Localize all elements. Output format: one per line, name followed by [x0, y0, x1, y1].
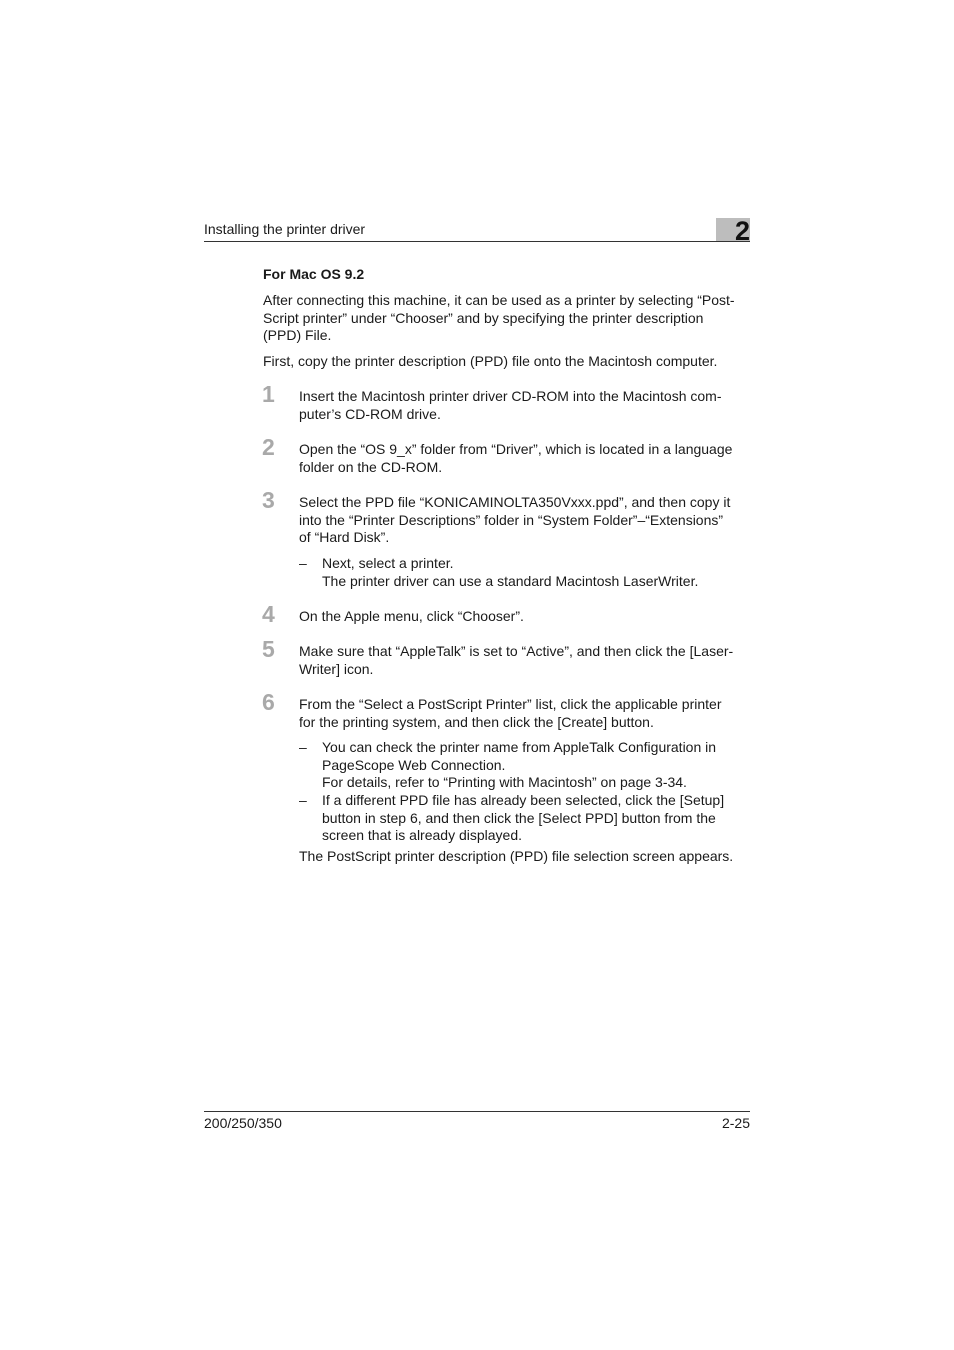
step-text-4	[299, 608, 755, 626]
intro-line: (PPD) File.	[263, 327, 332, 343]
step-line: On the Apple menu, click “Chooser”.	[299, 608, 524, 624]
step-text-1	[299, 388, 755, 423]
footer-page-number: 2-25	[721, 1115, 750, 1131]
step-text-6	[299, 696, 755, 731]
step-6-result	[299, 848, 755, 866]
footer-model-numbers: 200/250/350	[204, 1115, 282, 1131]
note-line: If a different PPD file has already been selected, click the [Setup]	[322, 792, 725, 808]
step-line: Make sure that “AppleTalk” is set to “Active”, and then click the [Laser-	[299, 643, 734, 659]
chapter-number: 2	[734, 216, 750, 246]
step-line: into the “Printer Descriptions” folder in “System Folder”–“Extensions”	[299, 511, 724, 528]
step-number-1: 1	[262, 381, 275, 407]
bullet-dash: –	[299, 555, 307, 571]
step-number-2: 2	[262, 434, 275, 460]
step-6-note-2	[322, 792, 754, 845]
intro-line: After connecting this machine, it can be used as a printer by selecting “Post-	[263, 292, 735, 308]
step-line: Writer] icon.	[299, 660, 374, 677]
bullet-dash: –	[299, 739, 307, 755]
header-rule	[204, 241, 750, 242]
step-3-note	[322, 555, 754, 590]
step-number-5: 5	[262, 636, 275, 662]
step-line: puter’s CD-ROM drive.	[299, 405, 441, 422]
section-heading: For Mac OS 9.2	[263, 266, 365, 282]
step-line: Insert the Macintosh printer driver CD-ROM into the Macintosh com-	[299, 388, 722, 404]
step-line: for the printing system, and then click the [Create] button.	[299, 713, 654, 730]
intro-line: Script printer” under “Chooser” and by specifying the printer description	[263, 309, 704, 326]
step-line: Select the PPD file “KONICAMINOLTA350Vxxx.ppd”, and then copy it	[299, 494, 731, 510]
step-text-3	[299, 494, 755, 547]
step-number-4: 4	[262, 601, 275, 627]
step-line: From the “Select a PostScript Printer” list, click the applicable printer	[299, 696, 722, 712]
note-line: The printer driver can use a standard Macintosh LaserWriter.	[322, 572, 699, 589]
note-line: button in step 6, and then click the [Select PPD] button from the	[322, 809, 716, 826]
step-line: Open the “OS 9_x” folder from “Driver”, which is located in a language	[299, 441, 733, 457]
step-6-note-1	[322, 739, 754, 792]
step-line: folder on the CD-ROM.	[299, 458, 443, 475]
step-number-3: 3	[262, 487, 275, 513]
note-line: Next, select a printer.	[322, 555, 454, 571]
note-line: For details, refer to “Printing with Macintosh” on page 3-34.	[322, 774, 687, 790]
bullet-dash: –	[299, 792, 307, 808]
step-text-2	[299, 441, 755, 476]
intro-paragraph	[263, 292, 753, 345]
note-line: PageScope Web Connection.	[322, 756, 506, 773]
note-line: screen that is already displayed.	[322, 827, 522, 843]
footer-rule	[204, 1111, 750, 1112]
first-line: First, copy the printer description (PPD) file onto the Macintosh computer.	[263, 353, 718, 369]
note-line: You can check the printer name from AppleTalk Configuration in	[322, 739, 717, 755]
step-number-6: 6	[262, 689, 275, 715]
step-text-5	[299, 643, 755, 678]
running-header-title: Installing the printer driver	[204, 221, 366, 237]
first-paragraph	[263, 353, 753, 371]
result-line: The PostScript printer description (PPD) file selection screen appears.	[299, 848, 734, 864]
step-line: of “Hard Disk”.	[299, 529, 390, 545]
